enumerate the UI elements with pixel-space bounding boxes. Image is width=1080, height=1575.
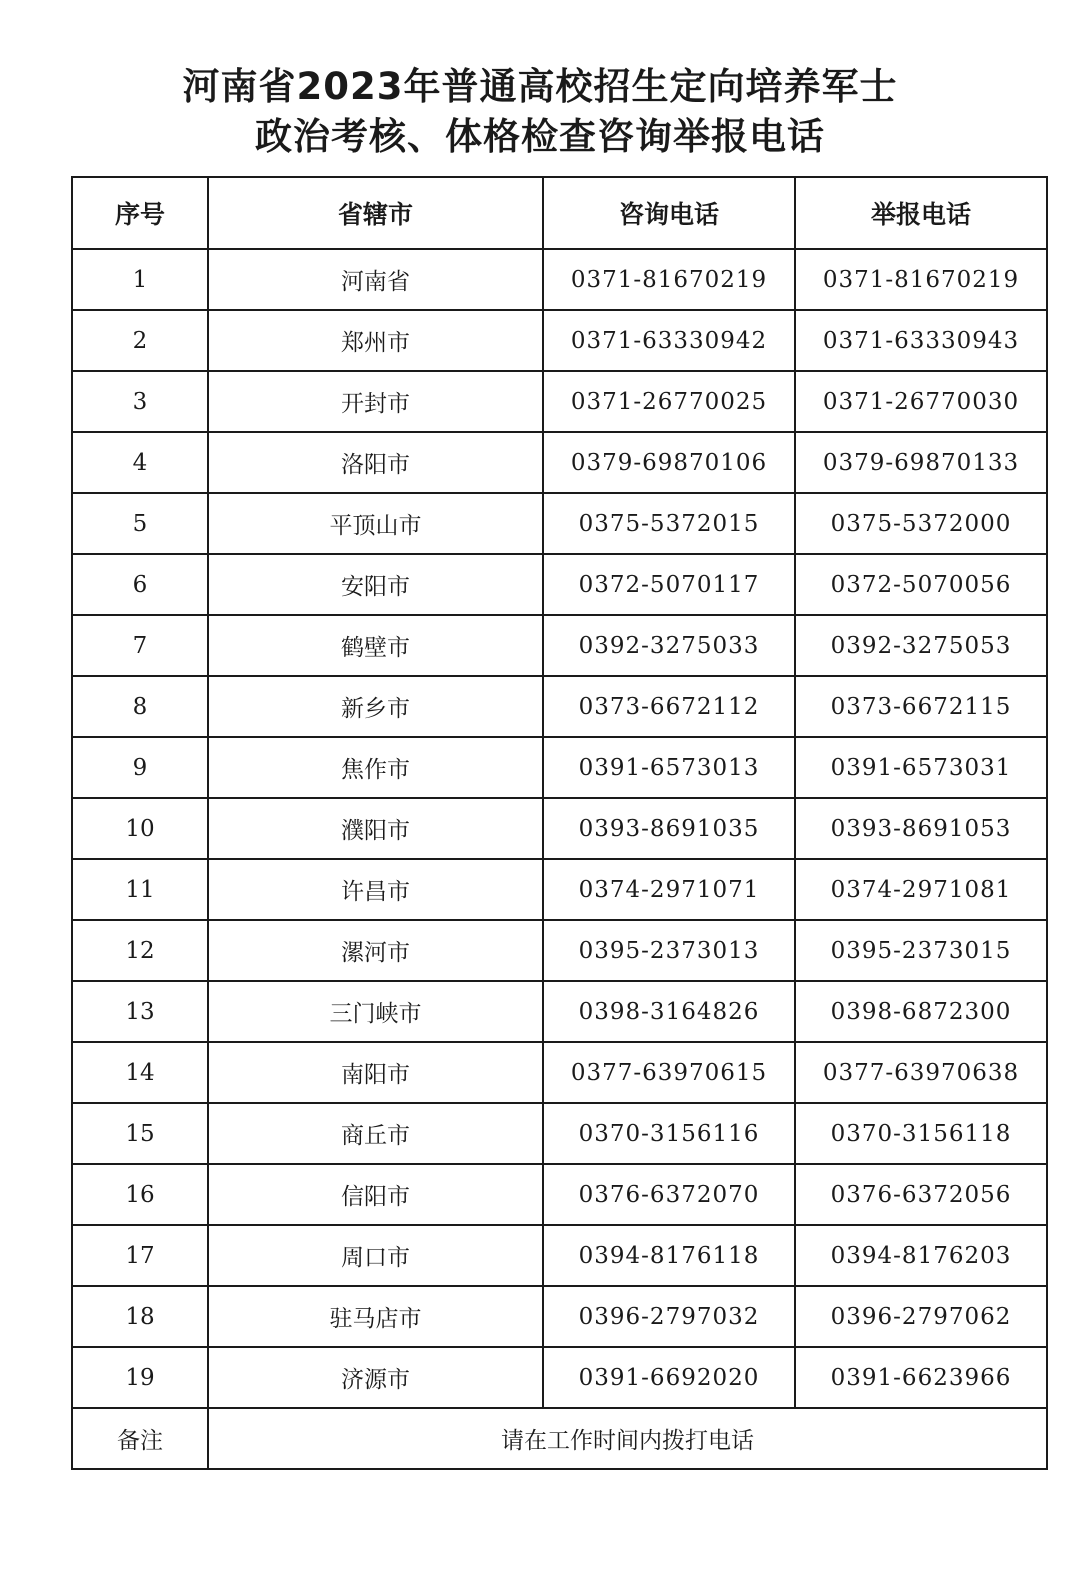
row-report-phone: 0376-6372056 (795, 1164, 1047, 1225)
row-city: 郑州市 (208, 310, 543, 371)
row-report-phone: 0371-81670219 (795, 249, 1047, 310)
row-serial-no: 9 (72, 737, 208, 798)
row-serial-no: 12 (72, 920, 208, 981)
row-serial-no: 2 (72, 310, 208, 371)
row-report-phone: 0379-69870133 (795, 432, 1047, 493)
row-consult-phone: 0398-3164826 (543, 981, 795, 1042)
row-serial-no: 1 (72, 249, 208, 310)
table-row (72, 493, 1047, 554)
table-row (72, 554, 1047, 615)
table-row (72, 615, 1047, 676)
table-row (72, 1103, 1047, 1164)
row-report-phone: 0373-6672115 (795, 676, 1047, 737)
table-row (72, 1286, 1047, 1347)
row-serial-no: 8 (72, 676, 208, 737)
row-city: 焦作市 (208, 737, 543, 798)
row-city: 信阳市 (208, 1164, 543, 1225)
row-serial-no: 18 (72, 1286, 208, 1347)
row-city: 漯河市 (208, 920, 543, 981)
row-consult-phone: 0371-63330942 (543, 310, 795, 371)
row-city: 平顶山市 (208, 493, 543, 554)
row-consult-phone: 0375-5372015 (543, 493, 795, 554)
row-report-phone: 0372-5070056 (795, 554, 1047, 615)
row-serial-no: 10 (72, 798, 208, 859)
row-consult-phone: 0372-5070117 (543, 554, 795, 615)
table-row (72, 310, 1047, 371)
table-row (72, 249, 1047, 310)
row-report-phone: 0394-8176203 (795, 1225, 1047, 1286)
row-serial-no: 11 (72, 859, 208, 920)
row-consult-phone: 0376-6372070 (543, 1164, 795, 1225)
row-report-phone: 0371-26770030 (795, 371, 1047, 432)
row-city: 南阳市 (208, 1042, 543, 1103)
table-row (72, 737, 1047, 798)
row-city: 济源市 (208, 1347, 543, 1408)
row-serial-no: 16 (72, 1164, 208, 1225)
table-row (72, 1225, 1047, 1286)
row-report-phone: 0371-63330943 (795, 310, 1047, 371)
table-row (72, 1164, 1047, 1225)
row-city: 河南省 (208, 249, 543, 310)
table-row (72, 981, 1047, 1042)
row-serial-no: 3 (72, 371, 208, 432)
row-consult-phone: 0374-2971071 (543, 859, 795, 920)
row-city: 洛阳市 (208, 432, 543, 493)
table-row (72, 859, 1047, 920)
table-row (72, 798, 1047, 859)
row-consult-phone: 0391-6692020 (543, 1347, 795, 1408)
row-report-phone: 0393-8691053 (795, 798, 1047, 859)
row-city: 鹤壁市 (208, 615, 543, 676)
row-consult-phone: 0379-69870106 (543, 432, 795, 493)
row-report-phone: 0395-2373015 (795, 920, 1047, 981)
row-serial-no: 19 (72, 1347, 208, 1408)
row-serial-no: 7 (72, 615, 208, 676)
remark-row (72, 1408, 1047, 1469)
table-row (72, 371, 1047, 432)
row-consult-phone: 0394-8176118 (543, 1225, 795, 1286)
row-consult-phone: 0371-26770025 (543, 371, 795, 432)
row-city: 三门峡市 (208, 981, 543, 1042)
row-report-phone: 0377-63970638 (795, 1042, 1047, 1103)
row-city: 驻马店市 (208, 1286, 543, 1347)
row-city: 周口市 (208, 1225, 543, 1286)
row-city: 开封市 (208, 371, 543, 432)
row-serial-no: 6 (72, 554, 208, 615)
row-consult-phone: 0391-6573013 (543, 737, 795, 798)
row-consult-phone: 0396-2797032 (543, 1286, 795, 1347)
title-line-1: 河南省2023年普通高校招生定向培养军士 (182, 65, 898, 108)
row-serial-no: 5 (72, 493, 208, 554)
row-report-phone: 0396-2797062 (795, 1286, 1047, 1347)
row-report-phone: 0370-3156118 (795, 1103, 1047, 1164)
row-serial-no: 14 (72, 1042, 208, 1103)
header-serial-no: 序号 (72, 177, 208, 249)
row-consult-phone: 0377-63970615 (543, 1042, 795, 1103)
row-city: 新乡市 (208, 676, 543, 737)
row-serial-no: 4 (72, 432, 208, 493)
row-city: 商丘市 (208, 1103, 543, 1164)
row-consult-phone: 0395-2373013 (543, 920, 795, 981)
row-city: 许昌市 (208, 859, 543, 920)
title-line-2: 政治考核、体格检查咨询举报电话 (255, 115, 825, 158)
header-report-phone: 举报电话 (795, 177, 1047, 249)
document-title (0, 62, 1080, 162)
row-report-phone: 0398-6872300 (795, 981, 1047, 1042)
row-consult-phone: 0393-8691035 (543, 798, 795, 859)
row-report-phone: 0391-6623966 (795, 1347, 1047, 1408)
row-consult-phone: 0392-3275033 (543, 615, 795, 676)
table-row (72, 1347, 1047, 1408)
row-city: 濮阳市 (208, 798, 543, 859)
table-body (72, 249, 1047, 1469)
row-report-phone: 0374-2971081 (795, 859, 1047, 920)
row-serial-no: 15 (72, 1103, 208, 1164)
row-consult-phone: 0370-3156116 (543, 1103, 795, 1164)
row-consult-phone: 0373-6672112 (543, 676, 795, 737)
hotline-table (71, 176, 1048, 1470)
table-row (72, 920, 1047, 981)
row-report-phone: 0375-5372000 (795, 493, 1047, 554)
remark-text: 请在工作时间内拨打电话 (208, 1408, 1047, 1469)
row-report-phone: 0392-3275053 (795, 615, 1047, 676)
row-consult-phone: 0371-81670219 (543, 249, 795, 310)
header-city: 省辖市 (208, 177, 543, 249)
row-city: 安阳市 (208, 554, 543, 615)
table-row (72, 1042, 1047, 1103)
table-row (72, 432, 1047, 493)
header-consult-phone: 咨询电话 (543, 177, 795, 249)
table-header-row (72, 177, 1047, 249)
row-serial-no: 13 (72, 981, 208, 1042)
table-row (72, 676, 1047, 737)
remark-label: 备注 (72, 1408, 208, 1469)
row-serial-no: 17 (72, 1225, 208, 1286)
row-report-phone: 0391-6573031 (795, 737, 1047, 798)
